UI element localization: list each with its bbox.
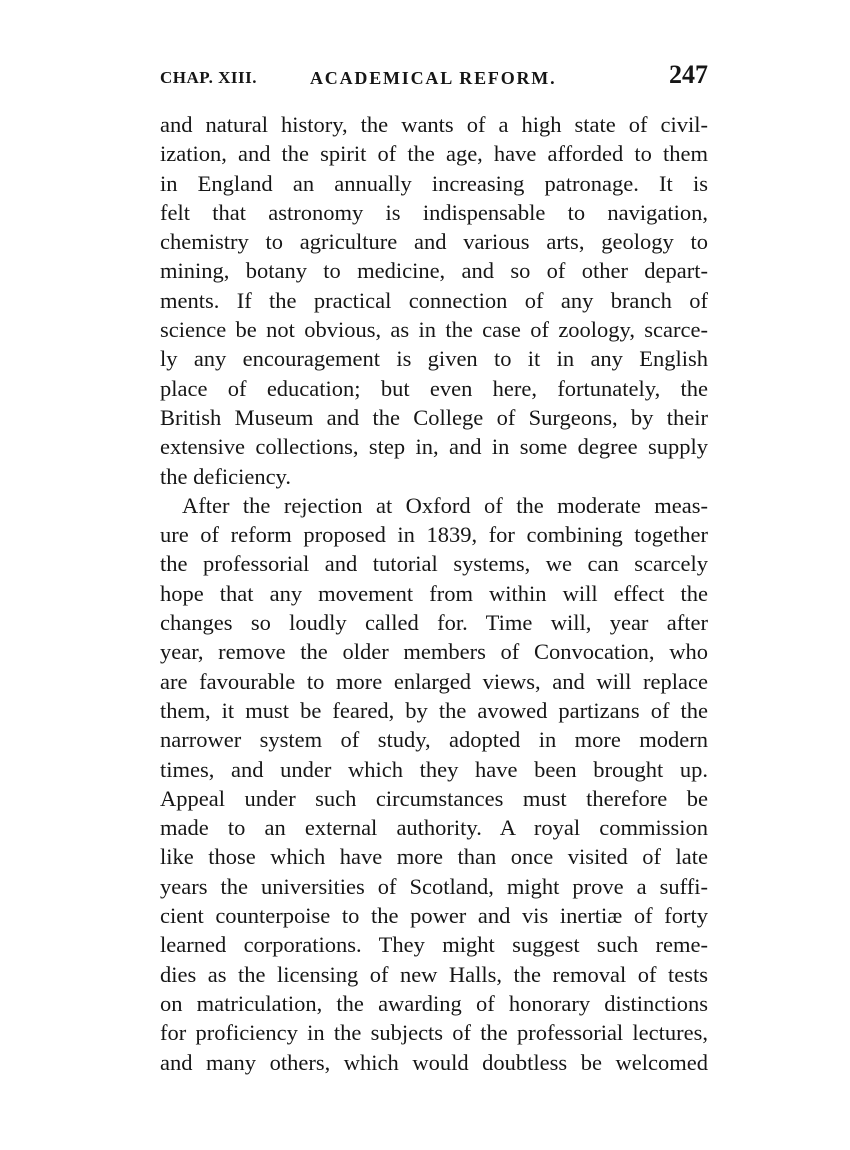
body-text	[160, 110, 708, 1077]
text-line: ments. If the practical connection of any branch of	[160, 287, 708, 313]
text-line: the professorial and tutorial systems, we can scarcely	[160, 551, 708, 577]
text-line: in England an annually increasing patronage. It is	[160, 170, 708, 196]
text-line: year, remove the older members of Convocation, who	[160, 639, 708, 665]
text-line: times, and under which they have been brought up.	[160, 756, 708, 782]
text-line: After the rejection at Oxford of the moderate meas-	[182, 492, 708, 518]
paragraph-2	[160, 491, 708, 1077]
text-line: ly any encouragement is given to it in any English	[160, 346, 708, 372]
text-line: learned corporations. They might suggest such reme-	[160, 932, 708, 958]
text-line: made to an external authority. A royal commission	[160, 815, 708, 841]
paragraph-1	[160, 110, 708, 491]
text-line: Appeal under such circumstances must therefore be	[160, 785, 708, 811]
text-line: are favourable to more enlarged views, and will replace	[160, 668, 708, 694]
text-line: British Museum and the College of Surgeons, by their	[160, 404, 708, 430]
text-line: ure of reform proposed in 1839, for combining together	[160, 522, 708, 548]
text-line: changes so loudly called for. Time will, year after	[160, 610, 708, 636]
text-line: narrower system of study, adopted in more modern	[160, 727, 708, 753]
text-line: like those which have more than once visited of late	[160, 844, 708, 870]
running-title: ACADEMICAL REFORM.	[310, 68, 557, 88]
text-line: hope that any movement from within will effect the	[160, 580, 708, 606]
text-line: ization, and the spirit of the age, have afforded to them	[160, 141, 708, 167]
page-number: 247	[669, 60, 708, 89]
text-line: on matriculation, the awarding of honorary distinctions	[160, 990, 708, 1016]
text-line: chemistry to agriculture and various arts, geology to	[160, 229, 708, 255]
text-line: place of education; but even here, fortunately, the	[160, 375, 708, 401]
text-line: dies as the licensing of new Halls, the removal of tests	[160, 961, 708, 987]
text-line: extensive collections, step in, and in some degree supply	[160, 434, 708, 460]
text-line: and natural history, the wants of a high state of civil-	[160, 112, 708, 137]
text-line: science be not obvious, as in the case of zoology, scarce-	[160, 317, 708, 343]
text-line: and many others, which would doubtless be welcomed	[160, 1049, 708, 1075]
text-line: felt that astronomy is indispensable to navigation,	[160, 199, 708, 225]
text-line: years the universities of Scotland, might prove a suffi-	[160, 873, 708, 899]
text-line: for proficiency in the subjects of the professorial lectures,	[160, 1020, 708, 1046]
text-line: mining, botany to medicine, and so of other depart-	[160, 258, 708, 284]
running-head	[160, 60, 708, 94]
text-line: cient counterpoise to the power and vis inertiæ of forty	[160, 903, 708, 929]
text-line: them, it must be feared, by the avowed partizans of the	[160, 697, 708, 723]
chapter-label: CHAP. XIII.	[160, 68, 257, 87]
text-line: the deficiency.	[160, 463, 291, 489]
